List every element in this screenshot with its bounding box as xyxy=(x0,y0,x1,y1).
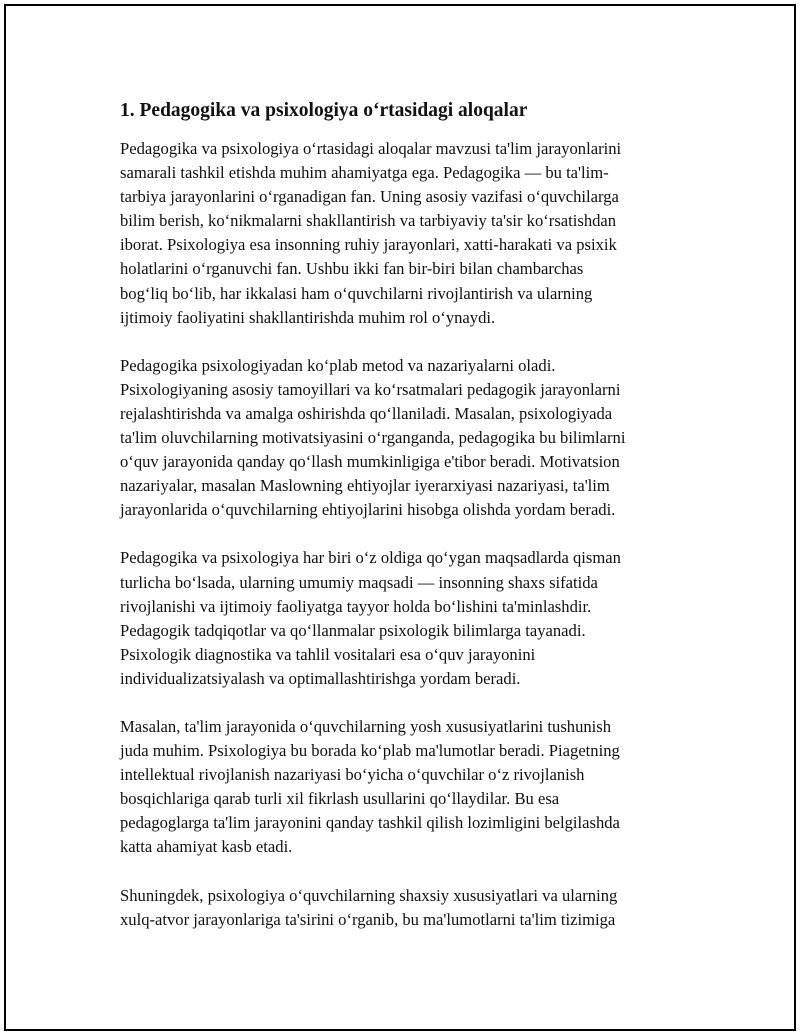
text-line: holatlarini o‘rganuvchi fan. Ushbu ikki fan bir-biri bilan chambarchas xyxy=(120,259,584,279)
page-frame xyxy=(4,4,796,1031)
text-line: Pedagogik tadqiqotlar va qo‘llanmalar psixologik bilimlarga tayanadi. xyxy=(120,620,586,640)
text-line: pedagoglarga ta'lim jarayonini qanday tashkil qilish lozimligini belgilashda xyxy=(120,813,620,833)
text-line: ijtimoiy faoliyatini shakllantirishda muhim rol o‘ynaydi. xyxy=(120,307,496,327)
paragraph-4 xyxy=(120,715,680,860)
text-line: Pedagogika psixologiyadan ko‘plab metod va nazariyalarni oladi. xyxy=(120,355,556,375)
text-line: turlicha bo‘lsada, ularning umumiy maqsadi — insonning shaxs sifatida xyxy=(120,572,598,592)
text-line: tarbiya jarayonlarini o‘rganadigan fan. Uning asosiy vazifasi o‘quvchilarga xyxy=(120,187,619,207)
text-line: katta ahamiyat kasb etadi. xyxy=(120,837,293,857)
section-title: 1. Pedagogika va psixologiya o‘rtasidagi aloqalar xyxy=(120,100,528,121)
text-line: Shuningdek, psixologiya o‘quvchilarning shaxsiy xususiyatlari va ularning xyxy=(120,885,618,905)
text-line: ta'lim oluvchilarning motivatsiyasini o‘rganganda, pedagogika bu bilimlarni xyxy=(120,428,626,448)
text-line: samarali tashkil etishda muhim ahamiyatga ega. Pedagogika — bu ta'lim- xyxy=(120,163,609,183)
text-line: bog‘liq bo‘lib, har ikkalasi ham o‘quvchilarni rivojlantirish va ularning xyxy=(120,283,593,303)
text-line: Pedagogika va psixologiya o‘rtasidagi aloqalar mavzusi ta'lim jarayonlarini xyxy=(120,139,622,158)
document-body xyxy=(120,98,680,956)
paragraph-2 xyxy=(120,354,680,523)
text-line: rivojlanishi va ijtimoiy faoliyatga tayyor holda bo‘lishini ta'minlashdir. xyxy=(120,596,592,616)
text-line: o‘quv jarayonida qanday qo‘llash mumkinligiga e'tibor beradi. Motivatsion xyxy=(120,452,620,472)
text-line: individualizatsiyalash va optimallashtirishga yordam beradi. xyxy=(120,668,521,688)
text-line: Psixologik diagnostika va tahlil vositalari esa o‘quv jarayonini xyxy=(120,644,536,664)
text-line: bosqichlariga qarab turli xil fikrlash usullarini qo‘llaydilar. Bu esa xyxy=(120,789,560,809)
text-line: xulq-atvor jarayonlariga ta'sirini o‘rganib, bu ma'lumotlarni ta'lim tizimiga xyxy=(120,909,616,929)
paragraph-3 xyxy=(120,546,680,691)
text-line: nazariyalar, masalan Maslowning ehtiyojlar iyerarxiyasi nazariyasi, ta'lim xyxy=(120,476,610,496)
paragraph-1 xyxy=(120,137,680,330)
text-line: Psixologiyaning asosiy tamoyillari va ko‘rsatmalari pedagogik jarayonlarni xyxy=(120,379,621,399)
text-line: rejalashtirishda va amalga oshirishda qo‘llaniladi. Masalan, psixologiyada xyxy=(120,403,613,423)
paragraph-5 xyxy=(120,884,680,932)
text-line: juda muhim. Psixologiya bu borada ko‘plab ma'lumotlar beradi. Piagetning xyxy=(120,741,620,761)
text-line: jarayonlarida o‘quvchilarning ehtiyojlarini hisobga olishda yordam beradi. xyxy=(120,500,616,520)
text-line: Pedagogika va psixologiya har biri o‘z oldiga qo‘ygan maqsadlarda qisman xyxy=(120,548,621,568)
text-line: bilim berish, ko‘nikmalarni shakllantirish va tarbiyaviy ta'sir ko‘rsatishdan xyxy=(120,211,617,231)
text-line: intellektual rivojlanish nazariyasi bo‘yicha o‘quvchilar o‘z rivojlanish xyxy=(120,765,585,785)
text-line: Masalan, ta'lim jarayonida o‘quvchilarning yosh xususiyatlarini tushunish xyxy=(120,716,612,736)
text-line: iborat. Psixologiya esa insonning ruhiy jarayonlari, xatti-harakati va psixik xyxy=(120,235,617,255)
